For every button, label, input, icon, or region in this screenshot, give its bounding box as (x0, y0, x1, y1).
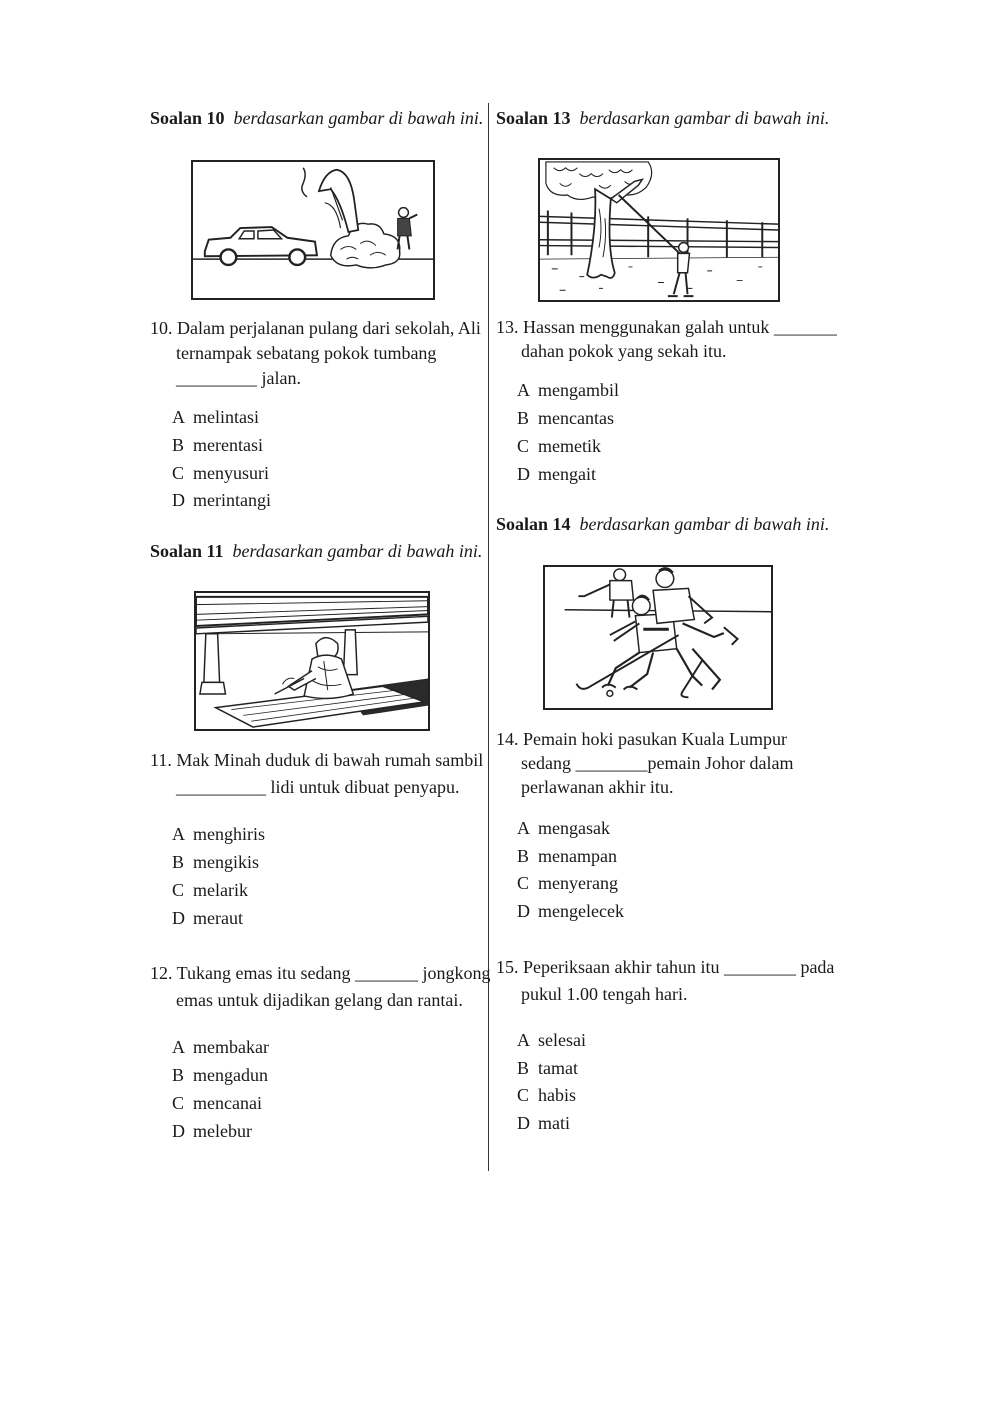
q10-option-c-letter: C (172, 463, 185, 483)
q15-option-c-letter: C (517, 1085, 530, 1105)
q11-option-c-letter: C (172, 880, 185, 900)
q12-option-b[interactable] (172, 1065, 268, 1086)
q12-option-d[interactable] (172, 1121, 252, 1142)
q12-option-a-letter: A (172, 1037, 185, 1057)
q10-heading-italic: berdasarkan gambar di bawah ini. (233, 108, 484, 128)
q14-option-d-letter: D (517, 901, 530, 921)
q15-option-b[interactable] (517, 1058, 578, 1079)
q14-option-d-text: mengelecek (538, 901, 624, 921)
q13-option-c[interactable] (517, 436, 601, 457)
q15-option-c-text: habis (538, 1085, 576, 1105)
q10-option-a-letter: A (172, 407, 185, 427)
q11-line2: __________ lidi untuk dibuat penyapu. (176, 777, 460, 797)
q12-option-b-text: mengadun (193, 1065, 268, 1085)
q12-line2: emas untuk dijadikan gelang dan rantai. (176, 990, 463, 1010)
q15-option-c[interactable] (517, 1085, 576, 1106)
q12-option-c[interactable] (172, 1093, 262, 1114)
q13-heading-bold: Soalan 13 (496, 108, 571, 128)
q11-option-c[interactable] (172, 880, 248, 901)
q10-option-d-letter: D (172, 490, 185, 510)
q15-option-a[interactable] (517, 1030, 586, 1051)
column-divider (488, 103, 489, 1171)
q13-option-d-letter: D (517, 464, 530, 484)
q13-line1: 13. Hassan menggunakan galah untuk _______ (496, 317, 837, 337)
q12-line1: 12. Tukang emas itu sedang _______ jongkong (150, 963, 491, 983)
q13-option-a-letter: A (517, 380, 530, 400)
q13-line2: dahan pokok yang sekah itu. (521, 341, 727, 361)
q10-option-a[interactable] (172, 407, 259, 428)
q10-option-b[interactable] (172, 435, 263, 456)
q14-option-c-letter: C (517, 873, 530, 893)
q12-option-c-text: mencanai (193, 1093, 262, 1113)
q14-line2: sedang ________pemain Johor dalam (521, 753, 794, 773)
q13-option-b-letter: B (517, 408, 530, 428)
q13-heading (496, 108, 829, 129)
q11-option-a[interactable] (172, 824, 265, 845)
q11-option-b-letter: B (172, 852, 185, 872)
q15-option-b-letter: B (517, 1058, 530, 1078)
q10-heading-bold: Soalan 10 (150, 108, 225, 128)
q11-option-b[interactable] (172, 852, 259, 873)
q15-option-d-text: mati (538, 1113, 570, 1133)
q10-heading (150, 108, 483, 129)
q12-option-b-letter: B (172, 1065, 185, 1085)
q14-line1: 14. Pemain hoki pasukan Kuala Lumpur (496, 729, 787, 749)
q11-option-d[interactable] (172, 908, 243, 929)
q10-option-a-text: melintasi (193, 407, 259, 427)
q12-option-a[interactable] (172, 1037, 269, 1058)
q15-option-d[interactable] (517, 1113, 570, 1134)
q15-option-d-letter: D (517, 1113, 530, 1133)
q11-option-a-text: menghiris (193, 824, 265, 844)
q14-option-c-text: menyerang (538, 873, 618, 893)
q11-option-b-text: mengikis (193, 852, 259, 872)
q10-line3: _________ jalan. (176, 368, 301, 388)
q14-option-c[interactable] (517, 873, 618, 894)
q10-option-d[interactable] (172, 490, 271, 511)
q14-option-b-text: menampan (538, 846, 617, 866)
q13-option-a[interactable] (517, 380, 619, 401)
q14-option-a-letter: A (517, 818, 530, 838)
q15-option-b-text: tamat (538, 1058, 578, 1078)
q10-option-b-text: merentasi (193, 435, 263, 455)
woman-under-house-icon (194, 591, 430, 731)
q14-option-d[interactable] (517, 901, 624, 922)
q10-option-b-letter: B (172, 435, 185, 455)
q11-heading (150, 541, 482, 562)
q13-option-a-text: mengambil (538, 380, 619, 400)
q14-heading (496, 514, 829, 535)
fallen-tree-car-icon (191, 160, 435, 300)
q14-option-b[interactable] (517, 846, 617, 867)
q13-option-c-letter: C (517, 436, 530, 456)
q15-option-a-letter: A (517, 1030, 530, 1050)
q11-option-d-text: meraut (193, 908, 243, 928)
q14-heading-bold: Soalan 14 (496, 514, 571, 534)
q10-option-c[interactable] (172, 463, 269, 484)
q14-option-a-text: mengasak (538, 818, 610, 838)
q12-option-c-letter: C (172, 1093, 185, 1113)
q13-option-d-text: mengait (538, 464, 596, 484)
q11-option-d-letter: D (172, 908, 185, 928)
q13-option-b-text: mencantas (538, 408, 614, 428)
q11-line1: 11. Mak Minah duduk di bawah rumah sambil (150, 750, 484, 770)
q13-option-b[interactable] (517, 408, 614, 429)
q13-option-d[interactable] (517, 464, 596, 485)
q11-option-a-letter: A (172, 824, 185, 844)
q13-option-c-text: memetik (538, 436, 601, 456)
q10-option-d-text: merintangi (193, 490, 271, 510)
q15-option-a-text: selesai (538, 1030, 586, 1050)
q14-line3: perlawanan akhir itu. (521, 777, 674, 797)
q12-option-d-letter: D (172, 1121, 185, 1141)
hockey-players-icon (543, 565, 773, 710)
q14-option-a[interactable] (517, 818, 610, 839)
q14-option-b-letter: B (517, 846, 530, 866)
q10-option-c-text: menyusuri (193, 463, 269, 483)
q10-line1: 10. Dalam perjalanan pulang dari sekolah, Ali (150, 318, 481, 338)
q15-line1: 15. Peperiksaan akhir tahun itu ________ pada (496, 957, 835, 977)
tree-pole-boy-icon (538, 158, 780, 302)
q11-heading-bold: Soalan 11 (150, 541, 224, 561)
q15-line2: pukul 1.00 tengah hari. (521, 984, 688, 1004)
q11-heading-italic: berdasarkan gambar di bawah ini. (232, 541, 483, 561)
q13-heading-italic: berdasarkan gambar di bawah ini. (579, 108, 830, 128)
q10-line2: ternampak sebatang pokok tumbang (176, 343, 437, 363)
q12-option-a-text: membakar (193, 1037, 269, 1057)
q11-option-c-text: melarik (193, 880, 248, 900)
q14-heading-italic: berdasarkan gambar di bawah ini. (579, 514, 830, 534)
q12-option-d-text: melebur (193, 1121, 252, 1141)
